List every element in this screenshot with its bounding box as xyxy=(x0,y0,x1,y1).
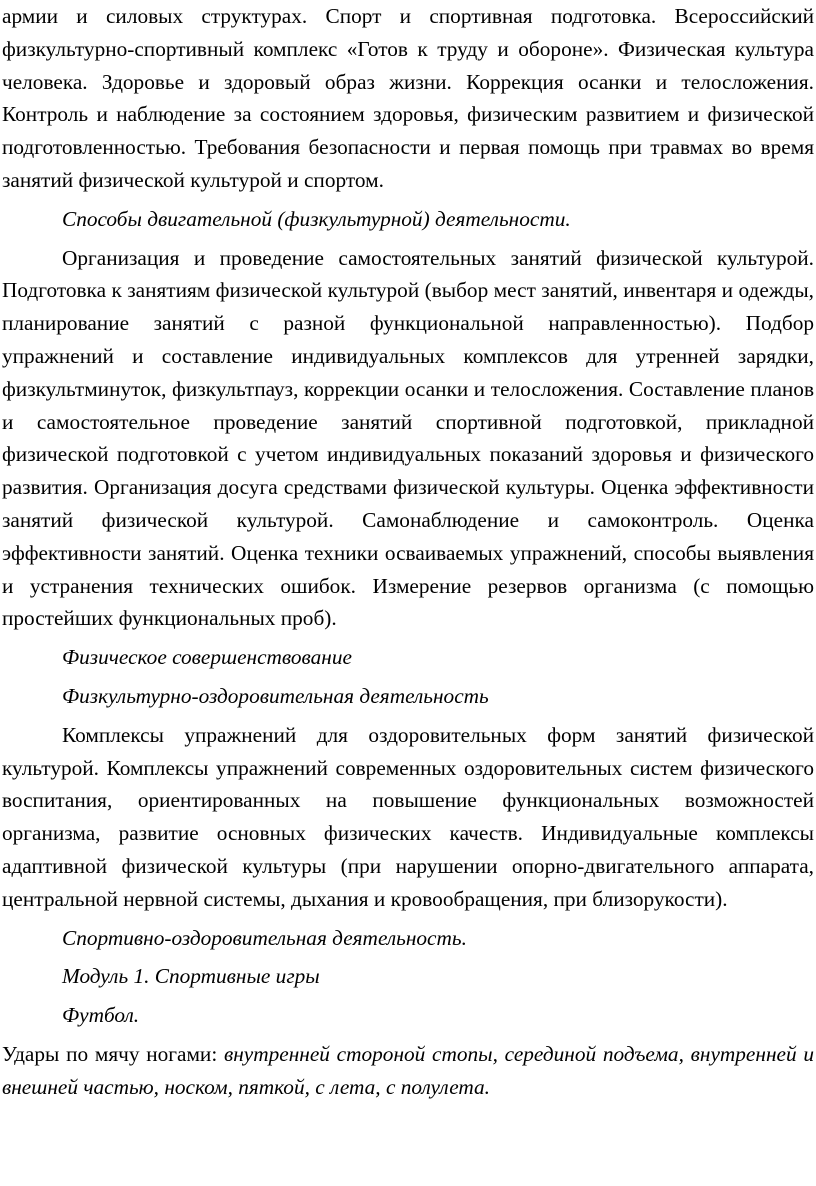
heading-motor-activity-methods: Способы двигательной (физкультурной) деятельности. xyxy=(62,206,571,231)
heading-physical-improvement: Физическое совершенствование xyxy=(62,645,352,670)
heading-sport-health-activity: Спортивно-оздоровительная деятельность. xyxy=(62,925,467,950)
paragraph-health-topics: армии и силовых структурах. Спорт и спортивная подготовка. Всероссийский физкультурно-спортивный комплекс «Готов к труду и обороне». Физическая культура человека. Здоровье и здоровый образ жизни. Коррекция осанки и телосложения. Контроль и наблюдение за состоянием здоровья, физическим развитием и физической подготовленностью. Требования безопасности и первая помощь при травмах во время занятий физической культурой и спортом. xyxy=(2,4,814,192)
heading-health-activity: Физкультурно-оздоровительная деятельность xyxy=(62,683,489,708)
heading-football: Футбол. xyxy=(62,1003,140,1028)
ball-kicks-lead: Удары по мячу ногами: xyxy=(2,1041,224,1066)
paragraph-independent-training: Организация и проведение самостоятельных занятий физической культурой. Подготовка к занятиям физической культурой (выбор мест занятий, инвентаря и одежды, планирование занятий с разной функциональной направленностью). Подбор упражнений и составление индивидуальных комплексов для утренней зарядки, физкультминуток, физкультпауз, коррекции осанки и телосложения. Составление планов и самостоятельное проведение занятий спортивной подготовкой, прикладной физической подготовкой с учетом индивидуальных показаний здоровья и физического развития. Организация досуга средствами физической культуры. Оценка эффективности занятий физической культурой. Самонаблюдение и самоконтроль. Оценка эффективности занятий. Оценка техники осваиваемых упражнений, способы выявления и устранения технических ошибок. Измерение резервов организма (с помощью простейших функциональных проб). xyxy=(2,245,814,631)
ball-kicks-techniques: внутренней стороной стопы, серединой подъема, внутренней и внешней частью, носком, пяткой, с лета, с полулета. xyxy=(2,1041,814,1099)
paragraph-ball-kicks xyxy=(2,1038,814,1104)
paragraph-exercise-complexes: Комплексы упражнений для оздоровительных форм занятий физической культурой. Комплексы упражнений современных оздоровительных систем физического воспитания, ориентированных на повышение функциональных возможностей организма, развитие основных физических качеств. Индивидуальные комплексы адаптивной физической культуры (при нарушении опорно-двигательного аппарата, центральной нервной системы, дыхания и кровообращения, при близорукости). xyxy=(2,722,814,911)
heading-module-1-sport-games: Модуль 1. Спортивные игры xyxy=(62,964,320,989)
